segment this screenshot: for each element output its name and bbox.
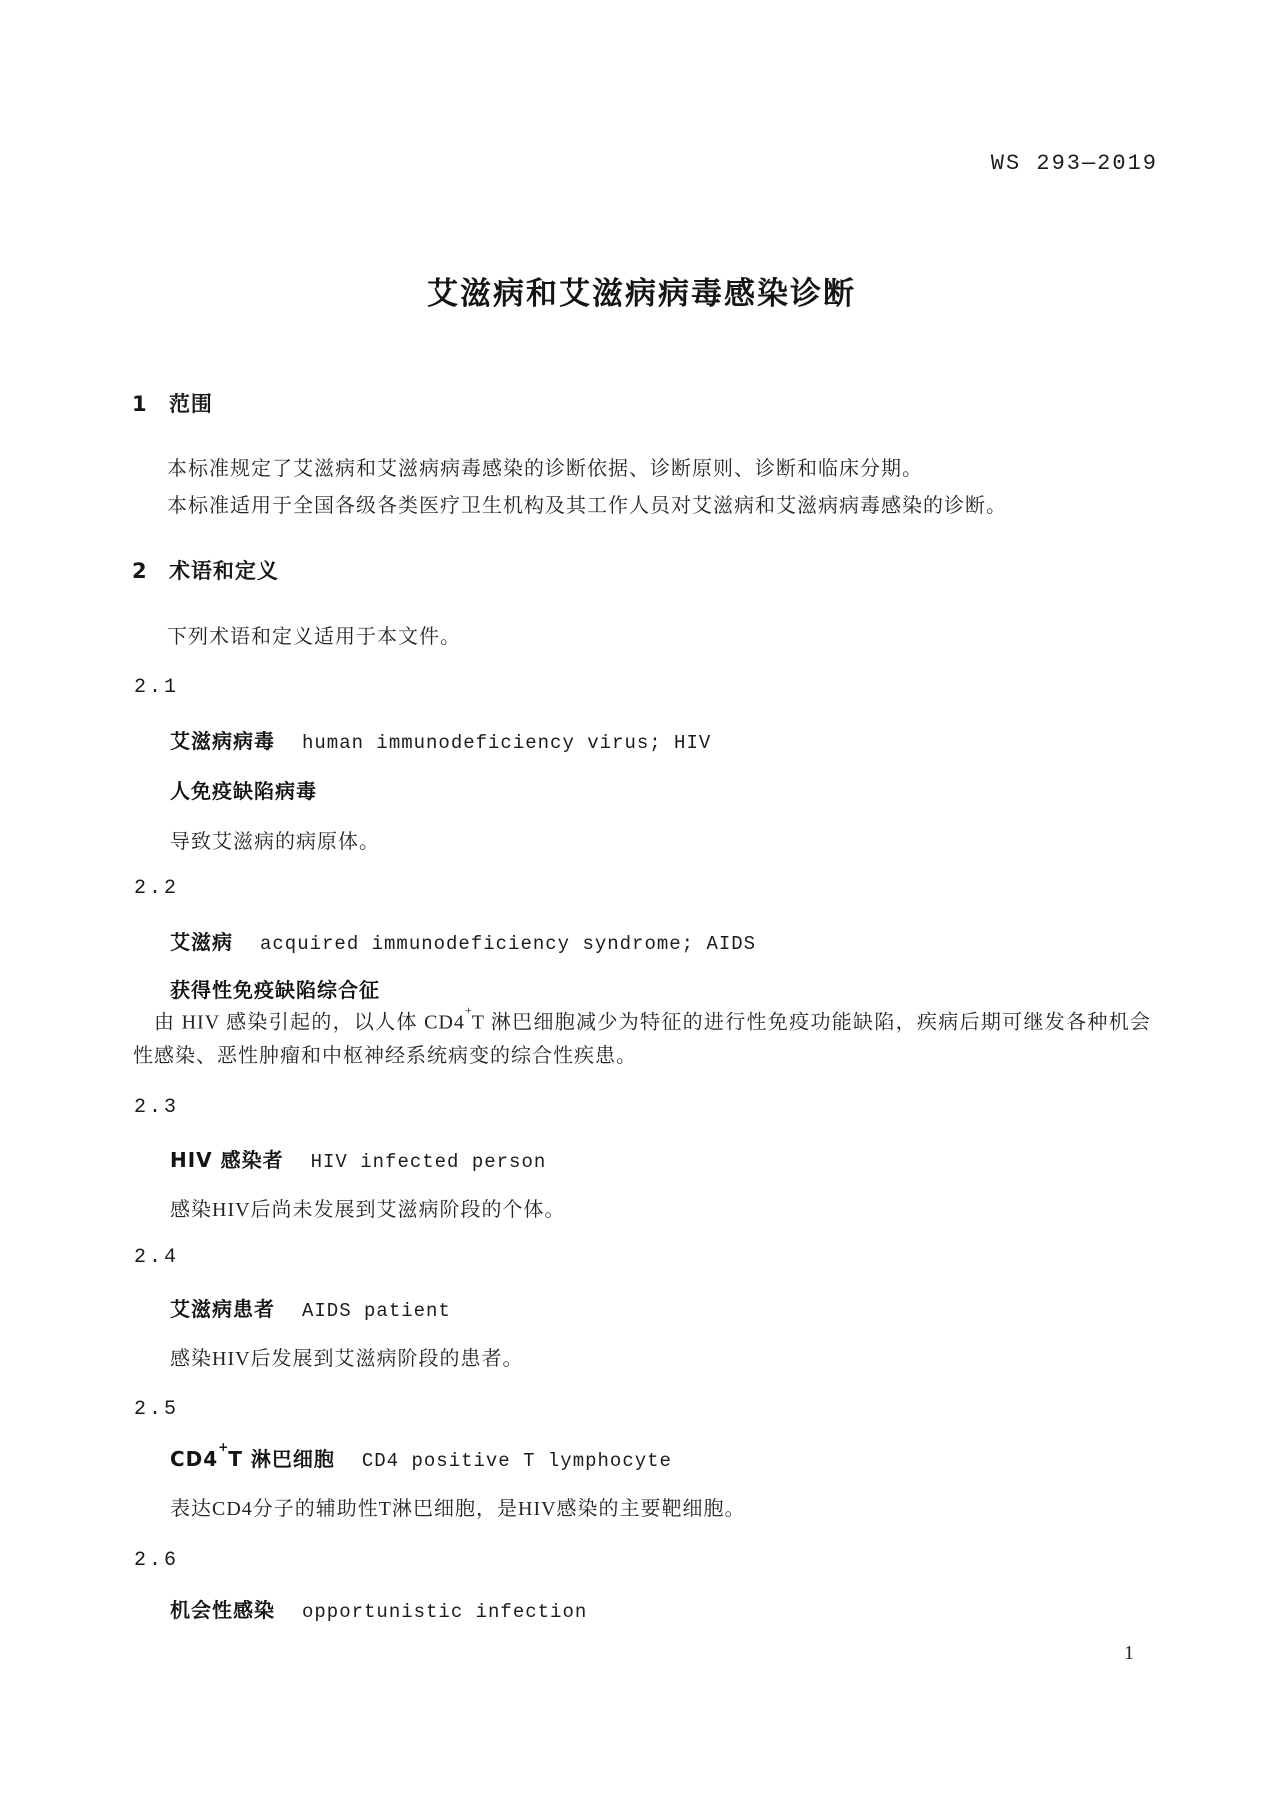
term-2-1-zh: 艾滋病病毒	[170, 729, 275, 753]
terms-intro: 下列术语和定义适用于本文件。	[167, 626, 461, 648]
term-2-5-zh-pre: CD4	[170, 1447, 219, 1471]
page-title: 艾滋病和艾滋病病毒感染诊断	[427, 276, 856, 312]
term-2-4-heading	[170, 1293, 451, 1322]
scope-paragraph-1: 本标准规定了艾滋病和艾滋病病毒感染的诊断依据、诊断原则、诊断和临床分期。	[167, 458, 923, 480]
term-2-2-alias: 获得性免疫缺陷综合征	[170, 978, 380, 1002]
term-2-3-en: HIV infected person	[310, 1151, 547, 1173]
term-2-1-heading	[170, 725, 711, 754]
term-2-3-definition: 感染HIV后尚未发展到艾滋病阶段的个体。	[170, 1199, 566, 1221]
term-2-5-zh-sup: +	[218, 1440, 229, 1455]
term-2-3-zh: HIV 感染者	[170, 1148, 284, 1172]
section-scope-heading	[132, 388, 213, 418]
term-2-5-heading	[170, 1440, 672, 1472]
page-number: 1	[1124, 1642, 1134, 1664]
term-2-4-zh: 艾滋病患者	[170, 1297, 275, 1321]
term-2-2-definition	[133, 1001, 1151, 1073]
term-2-2-en: acquired immunodeficiency syndrome; AIDS	[260, 933, 757, 955]
term-2-2-zh: 艾滋病	[170, 930, 233, 954]
section-scope-title: 范围	[168, 392, 213, 416]
term-2-1-definition: 导致艾滋病的病原体。	[170, 831, 380, 853]
term-2-2-def-pre: 由 HIV 感染引起的，以人体 CD4	[154, 1011, 465, 1034]
term-2-6-zh: 机会性感染	[170, 1598, 275, 1622]
scope-paragraph-2: 本标准适用于全国各级各类医疗卫生机构及其工作人员对艾滋病和艾滋病病毒感染的诊断。	[167, 495, 1007, 517]
term-2-5-en: CD4 positive T lymphocyte	[361, 1450, 672, 1472]
section-terms-title: 术语和定义	[168, 559, 279, 583]
term-2-1-alias: 人免疫缺陷病毒	[170, 779, 317, 803]
term-2-2-def-post: T 淋巴细胞减少为特征的进行性免疫功能缺陷，疾病后期可继发各种机会性感染、恶性肿瘤和中枢神经系统病变的综合性疾患。	[133, 1011, 1152, 1067]
term-2-6-heading	[170, 1594, 587, 1623]
term-2-5-zh	[170, 1440, 335, 1471]
term-2-6-number: 2.6	[134, 1549, 180, 1572]
term-2-3-heading	[170, 1144, 546, 1173]
term-2-1-en: human immunodeficiency virus; HIV	[302, 732, 712, 754]
section-terms-number: 2	[132, 559, 148, 583]
term-2-5-definition: 表达CD4分子的辅助性T淋巴细胞，是HIV感染的主要靶细胞。	[170, 1498, 746, 1520]
term-2-6-en: opportunistic infection	[302, 1601, 588, 1623]
term-2-5-zh-post: T 淋巴细胞	[228, 1447, 335, 1471]
section-terms-heading	[132, 555, 279, 585]
term-2-2-number: 2.2	[134, 877, 180, 900]
section-scope-number: 1	[132, 392, 148, 416]
doc-code: WS 293—2019	[990, 151, 1158, 176]
term-2-3-number: 2.3	[134, 1096, 180, 1119]
term-2-4-number: 2.4	[134, 1246, 180, 1269]
term-2-5-number: 2.5	[134, 1398, 180, 1421]
term-2-1-number: 2.1	[134, 676, 180, 699]
term-2-4-en: AIDS patient	[302, 1300, 451, 1322]
term-2-4-definition: 感染HIV后发展到艾滋病阶段的患者。	[170, 1348, 524, 1370]
term-2-2-def-sup: +	[464, 1003, 472, 1017]
term-2-2-heading	[170, 926, 756, 955]
